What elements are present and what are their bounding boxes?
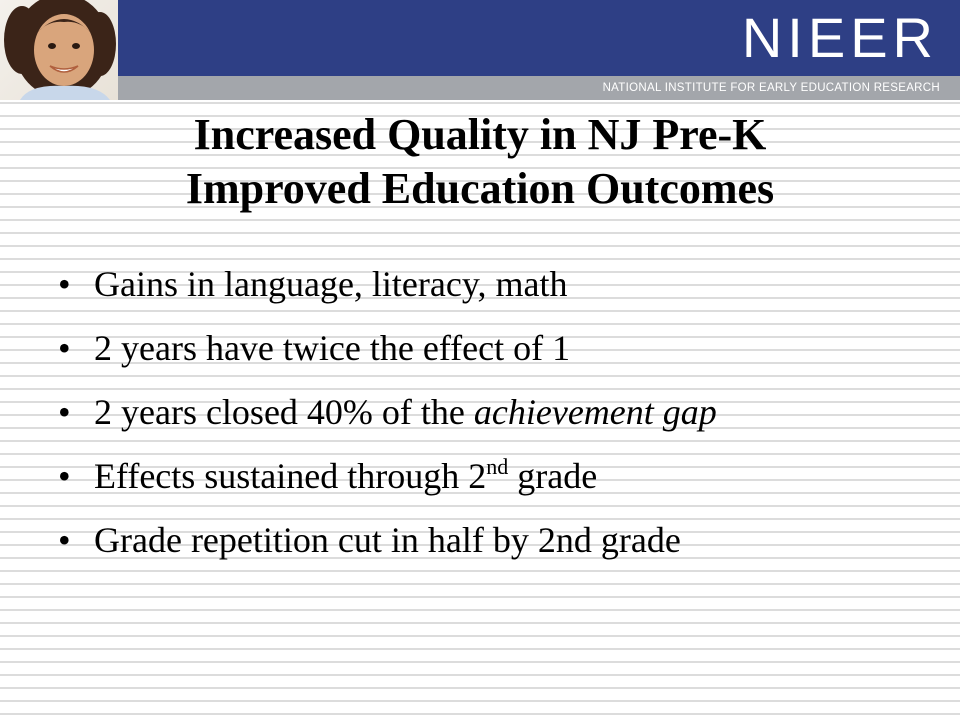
slide-title	[0, 108, 960, 216]
nieer-logo: NIEER	[741, 6, 938, 69]
bullet-dot: •	[58, 264, 71, 304]
child-photo	[0, 0, 118, 100]
bullet-text: Gains in language, literacy, math	[94, 264, 568, 304]
slide-title-line-1: Increased Quality in NJ Pre-K	[193, 110, 767, 159]
nieer-logo-subtitle: NATIONAL INSTITUTE FOR EARLY EDUCATION RESEARCH	[602, 82, 940, 94]
bullet-text: Effects sustained through 2	[94, 456, 487, 496]
bullet-dot: •	[58, 456, 71, 496]
bullet-item	[58, 518, 717, 582]
bullet-text-after: grade	[508, 456, 598, 496]
bullet-dot: •	[58, 520, 71, 560]
bullet-text: Grade repetition cut in half by 2nd grade	[94, 520, 681, 560]
bullet-text: 2 years closed 40% of the	[94, 392, 474, 432]
bullet-superscript: nd	[486, 454, 509, 479]
bullet-dot: •	[58, 328, 71, 368]
bullet-item	[58, 390, 717, 454]
bullet-list	[58, 262, 717, 582]
bullet-text-italic: achievement gap	[473, 392, 717, 432]
slide-title-line-2: Improved Education Outcomes	[185, 164, 775, 213]
bullet-item	[58, 326, 717, 390]
bullet-dot: •	[58, 392, 71, 432]
bullet-item	[58, 454, 717, 518]
bullet-text: 2 years have twice the effect of 1	[94, 328, 571, 368]
bullet-item	[58, 262, 717, 326]
